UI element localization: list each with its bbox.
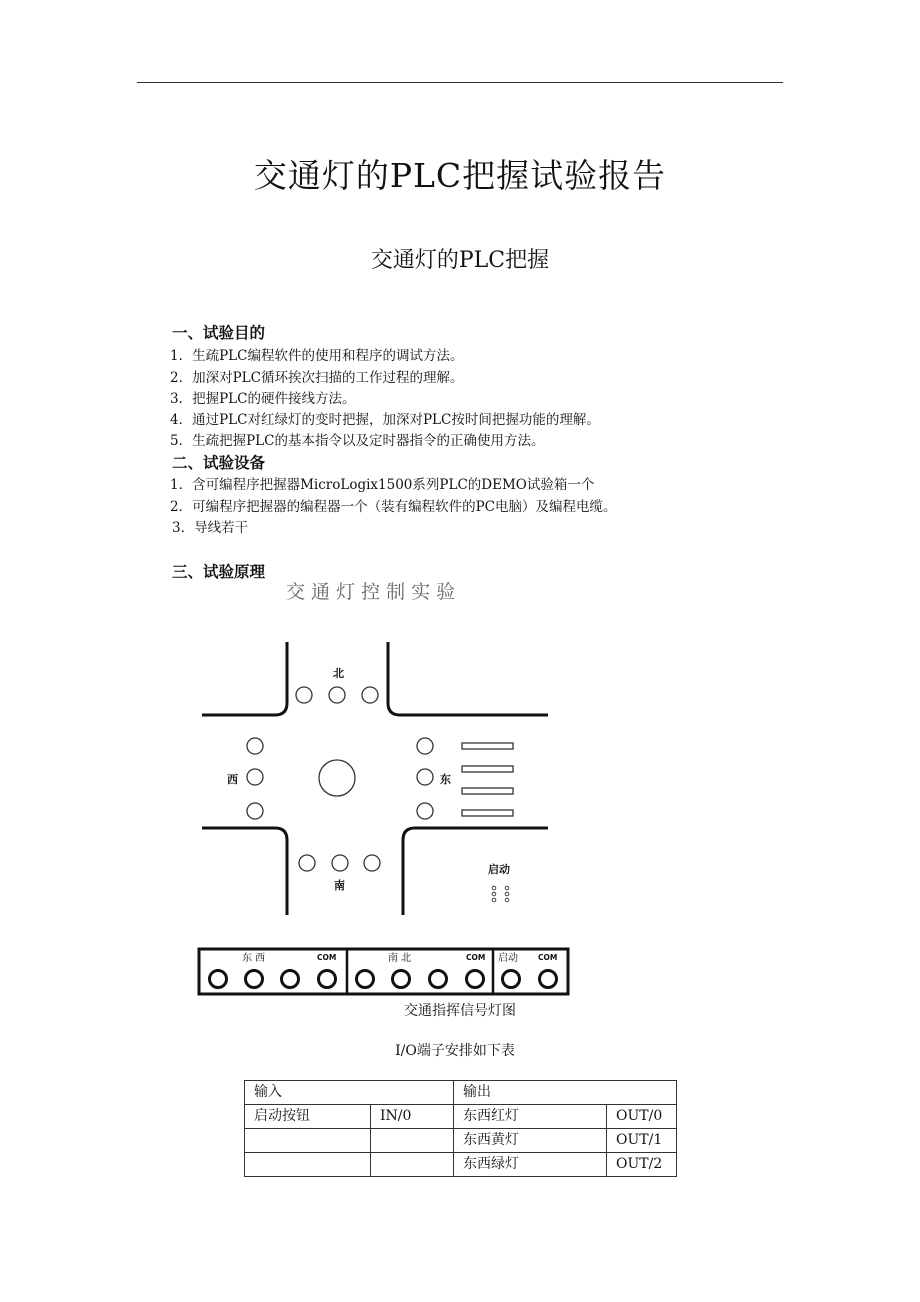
table-cell: IN/0	[371, 1105, 454, 1129]
label-north: 北	[333, 667, 344, 680]
table-cell: OUT/2	[607, 1153, 677, 1177]
north-light-left	[296, 687, 312, 703]
terminal-socket	[210, 971, 227, 988]
terminal-socket	[282, 971, 299, 988]
north-light-right	[362, 687, 378, 703]
table-cell: 东西绿灯	[454, 1153, 607, 1177]
terminal-socket	[467, 971, 484, 988]
east-light-bottom	[417, 803, 433, 819]
table-row	[245, 1153, 677, 1177]
terminal-socket	[393, 971, 410, 988]
table-cell: 东西红灯	[454, 1105, 607, 1129]
terminal-socket	[246, 971, 263, 988]
terminal-socket	[357, 971, 374, 988]
start-terminal	[492, 886, 509, 902]
west-light-middle	[247, 769, 263, 785]
table-cell: 启动按钮	[245, 1105, 371, 1129]
panel-label-east-west: 东 西	[242, 953, 266, 964]
list-item: 1．生疏PLC编程软件的使用和程序的调试方法。	[170, 348, 464, 364]
south-light-right	[364, 855, 380, 871]
table-row	[245, 1105, 677, 1129]
list-item: 2．加深对PLC循环挨次扫描的工作过程的理解。	[170, 370, 464, 386]
crosswalk-stripe	[462, 788, 513, 794]
section-heading-equipment: 二、试验设备	[172, 454, 266, 472]
crosswalk-stripe	[462, 743, 513, 749]
table-header-input: 输入	[245, 1081, 454, 1105]
table-cell	[245, 1153, 371, 1177]
south-light-middle	[332, 855, 348, 871]
document-subtitle: 交通灯的PLC把握	[370, 248, 550, 273]
terminal-panel	[199, 949, 568, 994]
south-light-left	[299, 855, 315, 871]
east-light-middle	[417, 769, 433, 785]
crosswalk-stripe	[462, 766, 513, 772]
table-cell: OUT/1	[607, 1129, 677, 1153]
label-start: 启动	[488, 863, 510, 876]
diagram-caption: 交通指挥信号灯图	[404, 1003, 516, 1019]
center-light	[319, 760, 355, 796]
io-table-caption: I/O端子安排如下表	[395, 1043, 515, 1059]
crosswalk-stripe	[462, 810, 513, 816]
panel-label-north-south: 南 北	[388, 953, 412, 964]
west-light-bottom	[247, 803, 263, 819]
east-light-top	[417, 738, 433, 754]
list-item: 3．导线若干	[172, 520, 249, 536]
terminal-socket	[430, 971, 447, 988]
diagram-title: 交 通 灯 控 制 实 验	[286, 581, 456, 603]
label-east: 东	[440, 773, 451, 786]
west-light-top	[247, 738, 263, 754]
table-cell: OUT/0	[607, 1105, 677, 1129]
terminal-socket	[319, 971, 336, 988]
list-item: 1．含可编程序把握器MicroLogix1500系列PLC的DEMO试验箱一个	[170, 477, 595, 493]
io-table	[244, 1080, 677, 1177]
list-item: 2．可编程序把握器的编程器一个（装有编程软件的PC电脑）及编程电缆。	[170, 499, 617, 515]
table-header-output: 输出	[454, 1081, 677, 1105]
list-item: 4．通过PLC对红绿灯的变时把握，加深对PLC按时间把握功能的理解。	[170, 412, 600, 428]
header-rule	[137, 82, 783, 83]
traffic-light-diagram	[190, 570, 590, 1030]
panel-label-start: 启动	[498, 953, 518, 964]
table-cell	[371, 1153, 454, 1177]
section-heading-principle: 三、试验原理	[172, 563, 266, 581]
label-west: 西	[227, 773, 238, 786]
label-south: 南	[334, 879, 345, 892]
document-title: 交通灯的PLC把握试验报告	[253, 156, 667, 195]
table-row	[245, 1129, 677, 1153]
list-item: 3．把握PLC的硬件接线方法。	[170, 391, 356, 407]
table-cell	[245, 1129, 371, 1153]
terminal-socket	[540, 971, 557, 988]
terminal-socket	[503, 971, 520, 988]
north-light-middle	[329, 687, 345, 703]
panel-com-label: COM	[538, 953, 558, 962]
panel-com-label: COM	[317, 953, 337, 962]
panel-com-label: COM	[466, 953, 486, 962]
table-row	[245, 1081, 677, 1105]
table-cell	[371, 1129, 454, 1153]
section-heading-purpose: 一、试验目的	[172, 324, 266, 342]
list-item: 5．生疏把握PLC的基本指令以及定时器指令的正确使用方法。	[170, 433, 545, 449]
table-cell: 东西黄灯	[454, 1129, 607, 1153]
